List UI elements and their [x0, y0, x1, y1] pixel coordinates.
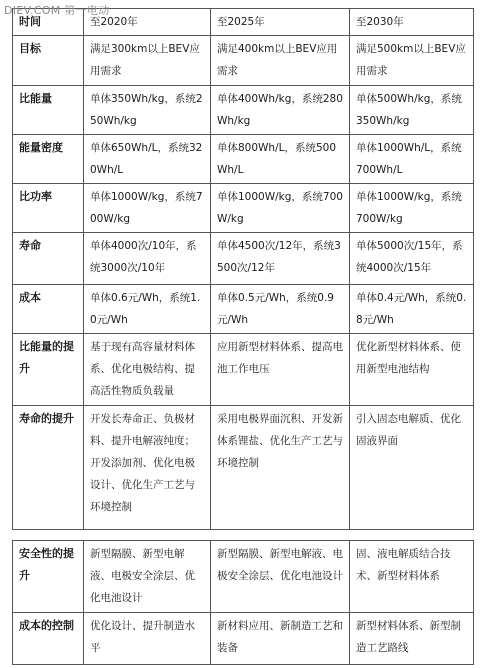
table-cell: 单体350Wh/kg，系统250Wh/kg	[84, 86, 211, 135]
row-label: 寿命的提升	[13, 406, 84, 530]
header-cell-time: 时间	[13, 9, 84, 36]
table-cell: 开发长寿命正、负极材料、提升电解液纯度；开发添加剂、优化电极设计、优化生产工艺与环境控制	[84, 406, 211, 530]
table-cell: 单体500Wh/kg，系统350Wh/kg	[350, 86, 474, 135]
table-cell: 固、液电解质结合技术、新型材料体系	[350, 541, 474, 613]
row-label: 寿命	[13, 233, 84, 285]
table-row	[13, 613, 474, 665]
row-label: 安全性的提升	[13, 541, 84, 613]
row-label: 目标	[13, 36, 84, 86]
table-cell: 新型隔膜、新型电解液、电极安全涂层、优化电池设计	[84, 541, 211, 613]
table-cell: 单体800Wh/L，系统500Wh/L	[211, 135, 350, 184]
table-row	[13, 334, 474, 406]
table-row	[13, 406, 474, 530]
table-row	[13, 233, 474, 285]
row-label: 能量密度	[13, 135, 84, 184]
table-cell: 新型隔膜、新型电解液、电极安全涂层、优化电池设计	[211, 541, 350, 613]
row-label: 成本	[13, 285, 84, 334]
table-row	[13, 36, 474, 86]
header-cell-2030: 至2030年	[350, 9, 474, 36]
header-cell-2020: 至2020年	[84, 9, 211, 36]
table-cell: 单体0.4元/Wh，系统0.8元/Wh	[350, 285, 474, 334]
table-cell: 新型材料体系、新型制造工艺路线	[350, 613, 474, 665]
table-cell: 满足500km以上BEV应用需求	[350, 36, 474, 86]
table-row	[13, 184, 474, 233]
row-label: 比能量	[13, 86, 84, 135]
table-cell: 基于现有高容量材料体系、优化电极结构、提高活性物质负载量	[84, 334, 211, 406]
table-cell: 新材料应用、新制造工艺和装备	[211, 613, 350, 665]
table-row	[13, 285, 474, 334]
table-cell: 单体1000W/kg，系统700W/kg	[211, 184, 350, 233]
table-cell: 单体400Wh/kg，系统280Wh/kg	[211, 86, 350, 135]
table-row	[13, 86, 474, 135]
table-row	[13, 135, 474, 184]
header-cell-2025: 至2025年	[211, 9, 350, 36]
table-cell: 单体1000W/kg，系统700W/kg	[84, 184, 211, 233]
table-cell: 满足300km以上BEV应用需求	[84, 36, 211, 86]
table-cell: 采用电极界面沉积、开发新体系锂盐、优化生产工艺与环境控制	[211, 406, 350, 530]
table-row	[13, 541, 474, 613]
table-cell: 单体4000次/10年，系统3000次/10年	[84, 233, 211, 285]
table-cell: 单体4500次/12年，系统3500次/12年	[211, 233, 350, 285]
table-gap	[13, 530, 474, 541]
battery-roadmap-table	[12, 8, 474, 665]
row-label: 比能量的提升	[13, 334, 84, 406]
table-cell: 应用新型材料体系、提高电池工作电压	[211, 334, 350, 406]
table-cell: 单体5000次/15年，系统4000次/15年	[350, 233, 474, 285]
table-cell: 单体0.5元/Wh，系统0.9元/Wh	[211, 285, 350, 334]
row-label: 成本的控制	[13, 613, 84, 665]
table-cell: 满足400km以上BEV应用需求	[211, 36, 350, 86]
table-cell: 单体0.6元/Wh，系统1.0元/Wh	[84, 285, 211, 334]
table-cell: 优化新型材料体系、使用新型电池结构	[350, 334, 474, 406]
table-cell: 单体650Wh/L，系统320Wh/L	[84, 135, 211, 184]
table-cell: 优化设计、提升制造水平	[84, 613, 211, 665]
table-cell: 单体1000W/kg，系统700W/kg	[350, 184, 474, 233]
table-cell: 引入固态电解质、优化固液界面	[350, 406, 474, 530]
gap-cell	[13, 530, 474, 541]
table-cell: 单体1000Wh/L，系统700Wh/L	[350, 135, 474, 184]
row-label: 比功率	[13, 184, 84, 233]
watermark: DIEV.COM 第一电动	[4, 4, 110, 17]
